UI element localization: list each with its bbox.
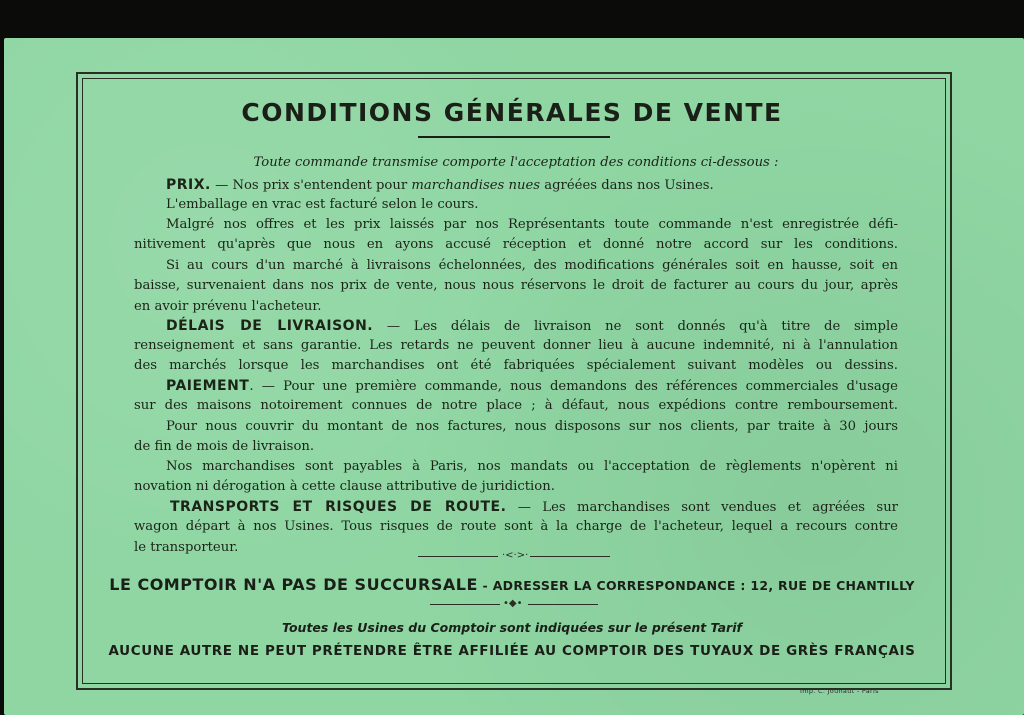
separator-bottom-right <box>528 604 598 605</box>
prix-line-2: L'emballage en vrac est facturé selon le cours. <box>166 197 479 212</box>
paiement-line-6: novation ni dérogation à cette clause attributive de juridiction. <box>134 479 555 494</box>
title-underline <box>418 136 610 138</box>
affiliation-notice: AUCUNE AUTRE NE PEUT PRÉTENDRE ÊTRE AFFILIÉE AU COMPTOIR DES TUYAUX DE GRÈS FRANÇAIS <box>108 643 916 659</box>
delais-line-2: renseignement et sans garantie. Les retards ne peuvent donner lieu à aucune indemnité, ni à l'annulation <box>134 338 898 353</box>
transports-line-3: le transporteur. <box>134 540 239 555</box>
prix-line-3: Malgré nos offres et les prix laissés par nos Représentants toute commande n'est enregistrée défi- <box>166 217 898 232</box>
paiement-text-1: . — Pour une première commande, nous demandons des références commerciales d'usage <box>249 379 898 394</box>
transports-text-1: — Les marchandises sont vendues et agréées sur <box>506 500 898 515</box>
comptoir-address: ADRESSER LA CORRESPONDANCE : 12, RUE DE CHANTILLY <box>492 578 915 593</box>
separator-bottom-left <box>430 604 500 605</box>
prix-line-6: baisse, survenaient dans nos prix de vente, nous nous réservons le droit de facturer au cours du jour, après <box>134 278 898 293</box>
comptoir-main: LE COMPTOIR N'A PAS DE SUCCURSALE <box>109 575 478 594</box>
prix-line-1 <box>166 175 898 196</box>
prix-text-a: — Nos prix s'entendent pour <box>210 178 412 193</box>
intro-line: Toute commande transmise comporte l'acceptation des conditions ci-dessous : <box>253 155 779 170</box>
delais-text-1: — Les délais de livraison ne sont donnés qu'à titre de simple <box>373 319 898 334</box>
paiement-line-5: Nos marchandises sont payables à Paris, nos mandats ou l'acceptation de règlements n'opèrent ni <box>166 459 898 474</box>
usines-note: Toutes les Usines du Comptoir sont indiquées sur le présent Tarif <box>282 620 742 635</box>
prix-text-b: marchandises nues <box>411 178 541 193</box>
paiement-line-3: Pour nous couvrir du montant de nos factures, nous disposons sur nos clients, par traite à 30 jours <box>166 419 898 434</box>
prix-heading: PRIX. <box>166 177 211 193</box>
comptoir-sep: - <box>477 578 493 593</box>
separator-top-left <box>418 556 498 557</box>
separator-bottom-ornament: •◆• <box>503 598 523 609</box>
separator-top-ornament: ·<·>· <box>502 550 529 561</box>
paiement-line-1 <box>166 376 898 397</box>
separator-top-right <box>530 556 610 557</box>
paiement-heading: PAIEMENT <box>166 378 250 394</box>
comptoir-line <box>0 575 1024 594</box>
delais-line-1 <box>166 316 898 337</box>
prix-line-4: nitivement qu'après que nous en ayons accusé réception et donné notre accord sur les conditions. <box>134 237 898 252</box>
transports-line-1 <box>170 497 898 518</box>
delais-heading: DÉLAIS DE LIVRAISON. <box>166 318 374 334</box>
page-title: CONDITIONS GÉNÉRALES DE VENTE <box>241 98 783 127</box>
prix-text-c: agréées dans nos Usines. <box>540 178 714 193</box>
prix-line-5: Si au cours d'un marché à livraisons échelonnées, des modifications générales soit en hausse, soit en <box>166 258 898 273</box>
prix-line-7: en avoir prévenu l'acheteur. <box>134 299 322 314</box>
delais-line-3: des marchés lorsque les marchandises ont été fabriquées spécialement suivant modèles ou dessins. <box>134 358 898 373</box>
transports-line-2: wagon départ à nos Usines. Tous risques de route sont à la charge de l'acheteur, lequel a recours contre <box>134 519 898 534</box>
paiement-line-2: sur des maisons notoirement connues de notre place ; à défaut, nous expédions contre remboursement. <box>134 398 898 413</box>
transports-heading: TRANSPORTS ET RISQUES DE ROUTE. <box>170 499 507 515</box>
printer-imprint: Imp. C. Jouhaut - Paris <box>800 687 879 695</box>
paiement-line-4: de fin de mois de livraison. <box>134 439 315 454</box>
